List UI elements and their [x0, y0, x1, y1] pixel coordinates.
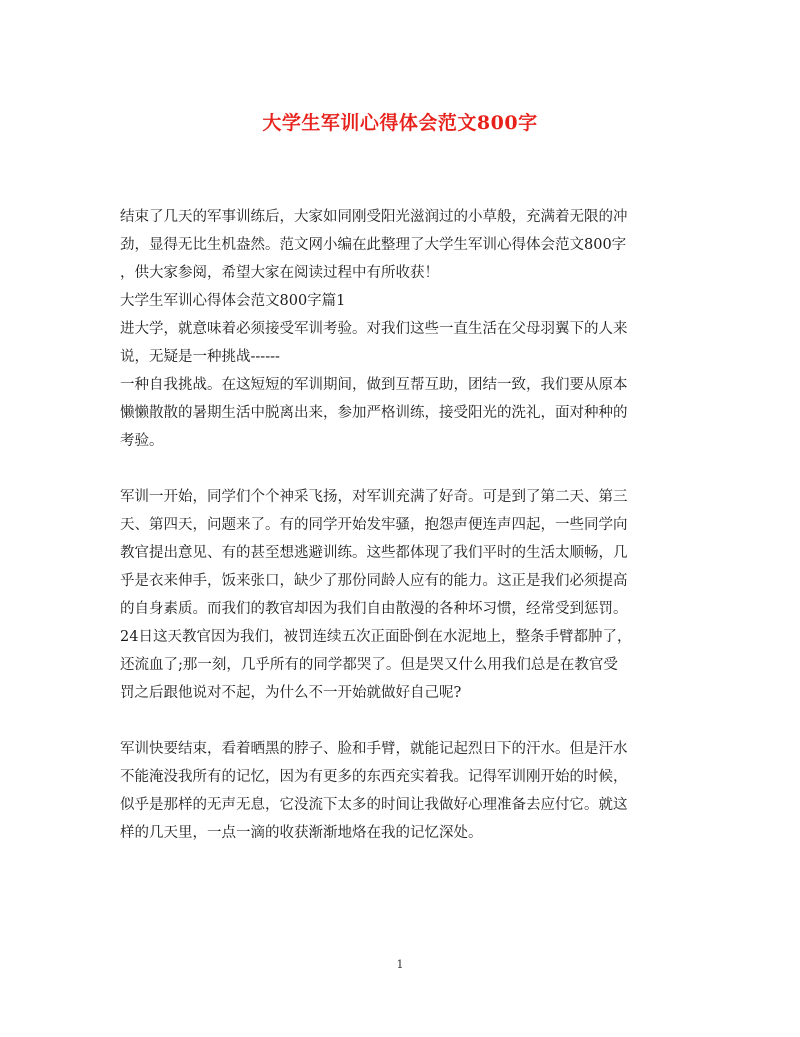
- document-title: 大学生军训心得体会范文800字: [262, 112, 538, 134]
- section-heading: 大学生军训心得体会范文800字篇1: [120, 293, 346, 309]
- page-number: 1: [396, 958, 404, 971]
- document-body: [120, 203, 680, 847]
- text-line: 军训一开始，同学们个个神采飞扬，对军训充满了好奇。可是到了第二天、第三: [120, 489, 628, 505]
- text-line: ，供大家参阅，希望大家在阅读过程中有所收获！: [120, 265, 439, 281]
- text-line: 进大学，就意味着必须接受军训考验。对我们这些一直生活在父母羽翼下的人来: [120, 321, 628, 337]
- text-line: 乎是衣来伸手，饭来张口，缺少了那份同龄人应有的能力。这正是我们必须提高: [120, 573, 628, 589]
- text-line: 还流血了;那一刻，几乎所有的同学都哭了。但是哭又什么用我们总是在教官受: [120, 657, 618, 673]
- text-line: 考验。: [120, 433, 164, 449]
- blank-line: [120, 455, 680, 483]
- text-line: 懒懒散散的暑期生活中脱离出来，参加严格训练，接受阳光的洗礼，面对种种的: [120, 405, 628, 421]
- text-line: 24日这天教官因为我们，被罚连续五次正面卧倒在水泥地上，整条手臂都肿了，: [120, 629, 632, 645]
- text-line: 罚之后跟他说对不起，为什么不一开始就做好自己呢?: [120, 685, 462, 701]
- text-line: 结束了几天的军事训练后，大家如同刚受阳光滋润过的小草般，充满着无限的冲: [120, 209, 628, 225]
- text-line: 说，无疑是一种挑战------: [120, 349, 280, 365]
- text-line: 教官提出意见、有的甚至想逃避训练。这些都体现了我们平时的生活太顺畅，几: [120, 545, 628, 561]
- blank-line: [120, 707, 680, 735]
- text-line: 的自身素质。而我们的教官却因为我们自由散漫的各种坏习惯，经常受到惩罚。: [120, 601, 628, 617]
- text-line: 一种自我挑战。在这短短的军训期间，做到互帮互助，团结一致，我们要从原本: [120, 377, 628, 393]
- text-line: 天、第四天，问题来了。有的同学开始发牢骚，抱怨声便连声四起，一些同学向: [120, 517, 628, 533]
- text-line: 似乎是那样的无声无息，它没流下太多的时间让我做好心理准备去应付它。就这: [120, 797, 628, 813]
- text-line: 军训快要结束，看着晒黑的脖子、脸和手臂，就能记起烈日下的汗水。但是汗水: [120, 741, 628, 757]
- text-line: 劲，显得无比生机盎然。范文网小编在此整理了大学生军训心得体会范文800字: [120, 237, 627, 253]
- text-line: 不能淹没我所有的记忆，因为有更多的东西充实着我。记得军训刚开始的时候，: [120, 769, 628, 785]
- text-line: 样的几天里，一点一滴的收获渐渐地烙在我的记忆深处。: [120, 825, 483, 841]
